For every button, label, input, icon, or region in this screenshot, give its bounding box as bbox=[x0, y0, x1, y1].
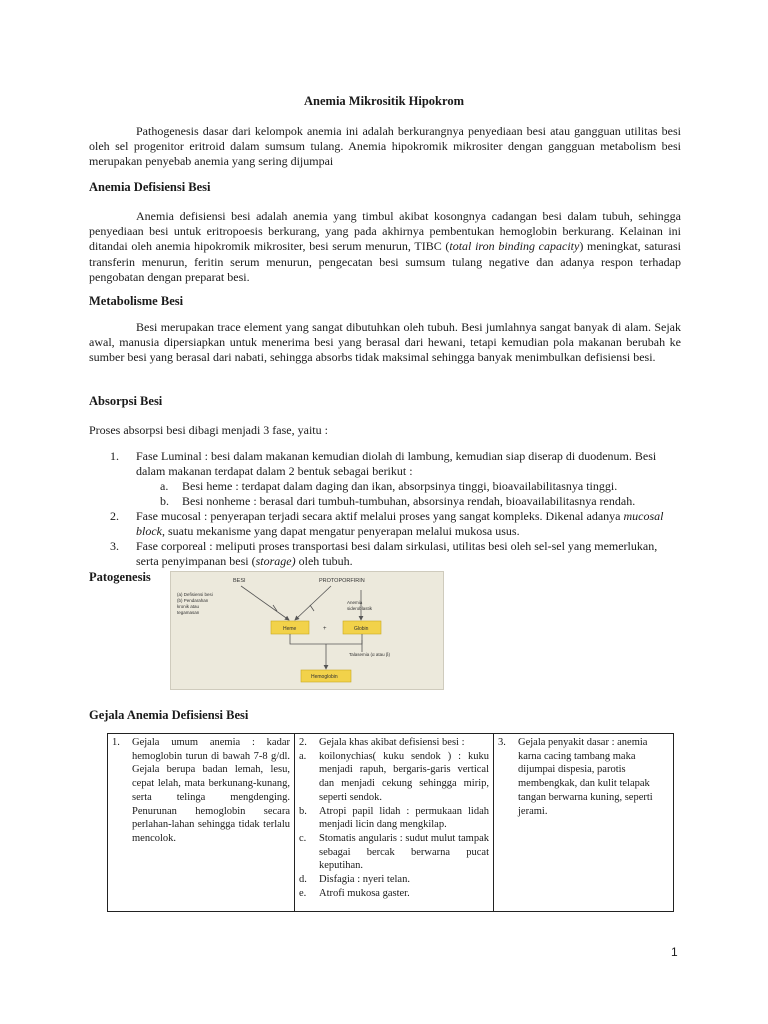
heading-absorpsi: Absorpsi Besi bbox=[89, 394, 163, 408]
heading-patogenesis: Patogenesis bbox=[89, 570, 151, 584]
absorpsi-intro: Proses absorpsi besi dibagi menjadi 3 fase, yaitu : bbox=[89, 423, 328, 437]
fig-plus: + bbox=[323, 626, 327, 632]
fig-heme: Heme bbox=[283, 626, 297, 632]
list-item: d. Disfagia : nyeri telan. bbox=[299, 874, 410, 886]
fig-label-besi: BESI bbox=[233, 578, 246, 584]
list-item: c. Stomatis angularis : sudut mulut tampak sebagai bercak berwarna pucat keputihan. bbox=[299, 832, 489, 872]
list-item-text: Fase Luminal : besi dalam makanan kemudian diolah di lambung, kemudian siap diserap di duodenum. Besi dalam makanan terdapat dalam 2 bentuk sebagai berikut : bbox=[136, 449, 657, 478]
list-item: b. Atropi papil lidah : permukaan lidah menjadi licin dang mengkilap. bbox=[299, 805, 489, 831]
table-cell: 2. Gejala khas akibat defisiensi besi : a. koilonychias( kuku sendok ) : kuku menjadi rapuh, bergaris-garis vertical dan menjadi cekung sehingga mirip, seperti sendok. b. Atropi papil lidah : permukaan lidah menjadi licin dang mengkilap. c. Stomatis angularis : sudut mulut tampak sebagai bercak berwarna pucat keputihan. d. Disfagia : nyeri telan. e. Atrofi mukosa gaster. bbox=[295, 734, 494, 911]
patogenesis-diagram bbox=[171, 572, 443, 689]
sub-list-item: a. Besi heme : terdapat dalam daging dan ikan, absorpsinya tinggi, bioavailabilitasnya tinggi. bbox=[160, 479, 618, 493]
fig-note-1: (b) Pendarahan bbox=[177, 598, 209, 603]
list-item bbox=[110, 449, 680, 509]
fig-anemia-0: Anemia bbox=[347, 600, 363, 605]
list-item: e. Atrofi mukosa gaster. bbox=[299, 887, 410, 899]
defisiensi-text-italic: total iron binding capacity bbox=[449, 239, 580, 254]
defisiensi-text-a: Anemia defisiensi besi adalah anemia yang timbul akibat kosongnya cadangan besi dalam tubuh, sehingga penyediaan besi untuk eritropoesis berkurang, yang pada akhirnya pembentukan hemoglobin berkurang. Kelainan ini ditandai oleh anemia hipokromik mikrositer, besi serum menurun, TIBC ( bbox=[89, 209, 681, 254]
sub-list-item: b. Besi nonheme : berasal dari tumbuh-tumbuhan, absorsinya rendah, bioavailabilitasnya rendah. bbox=[160, 494, 636, 508]
heading-gejala: Gejala Anemia Defisiensi Besi bbox=[89, 708, 249, 722]
fig-note-3: tegamasan bbox=[177, 610, 200, 615]
absorpsi-list bbox=[110, 449, 680, 569]
list-item: 3. Fase corporeal : meliputi proses transportasi besi dalam sirkulasi, utilitas besi oleh sel-sel yang memerlukan, serta penyimpanan besi (storage) oleh tubuh. bbox=[110, 539, 658, 568]
fig-note-2: kronik atau bbox=[177, 604, 200, 609]
table-cell: 3. Gejala penyakit dasar : anemia karna cacing tambang maka dijumpai dispesia, parotis membengkak, dan kulit telapak tangan berwarna kuning, seperti jerami. bbox=[498, 737, 653, 817]
gejala-table bbox=[107, 733, 674, 912]
intro-paragraph: Pathogenesis dasar dari kelompok anemia ini adalah berkurangnya penyediaan besi atau gangguan utilitas besi oleh sel progenitor eritroid dalam sumsum tulang. Anemia hipokromik mikrositer dengan gangguan metabolism besi merupakan penyebab anemia yang sering dijumpai bbox=[89, 124, 681, 169]
metabolisme-paragraph: Besi merupakan trace element yang sangat dibutuhkan oleh tubuh. Besi jumlahnya sangat banyak di alam. Sejak awal, manusia dipersiapkan untuk menerima besi yang berasal dari hewani, tetapi kemudian pola makanan berubah ke sumber besi yang berasal dari nabati, sehingga absorbs tidak maksimal sehingga banyak menimbulkan defisiensi besi. bbox=[89, 320, 681, 365]
defisiensi-paragraph bbox=[89, 209, 681, 285]
heading-metabolisme: Metabolisme Besi bbox=[89, 294, 184, 308]
list-item-number: 1. bbox=[110, 449, 119, 463]
heading-defisiensi: Anemia Defisiensi Besi bbox=[89, 180, 211, 194]
fig-globin: Globin bbox=[354, 626, 369, 632]
list-item-number: 2. bbox=[110, 509, 119, 523]
defisiensi-text-b: ) meningkat, saturasi transferin menurun, feritin serum menurun, pengecatan besi sumsum tulang negative dan adanya respon terhadap pengobatan dengan preparat besi. bbox=[89, 239, 682, 284]
list-item: 2. Fase mucosal : penyerapan terjadi secara aktif melalui proses yang sangat kompleks. Dikenal adanya mucosal block, suatu mekanisme yang dapat mengatur penyerapan melalui mukosa usus. bbox=[110, 509, 664, 538]
patogenesis-figure bbox=[170, 571, 444, 690]
fig-talasemia: Talasemia (α atau β) bbox=[349, 652, 390, 657]
table-cell: 1. Gejala umum anemia : kadar hemoglobin turun di bawah 7-8 g/dl. Gejala berupa badan lemah, lesu, cepat lelah, mata berkunang-kunang, serta telinga mengdenging. Penurunan hemoglobin secara perlahan-lahan sehingga tidak terlalu mencolok. bbox=[108, 734, 295, 911]
fig-note-0: (a) Defisiensi besi bbox=[177, 592, 213, 597]
list-item: a. koilonychias( kuku sendok ) : kuku menjadi rapuh, bergaris-garis vertical dan menjadi cekung sehingga mirip, seperti sendok. bbox=[299, 750, 489, 803]
fig-label-protoporfirin: PROTOPORFIRIN bbox=[319, 578, 365, 584]
fig-hemoglobin: Hemoglobin bbox=[311, 674, 338, 680]
page-number: 1 bbox=[671, 945, 678, 959]
fig-anemia-1: sideroblastik bbox=[347, 606, 373, 611]
page-title: Anemia Mikrositik Hipokrom bbox=[304, 94, 464, 108]
list-item-number: 3. bbox=[110, 539, 119, 553]
